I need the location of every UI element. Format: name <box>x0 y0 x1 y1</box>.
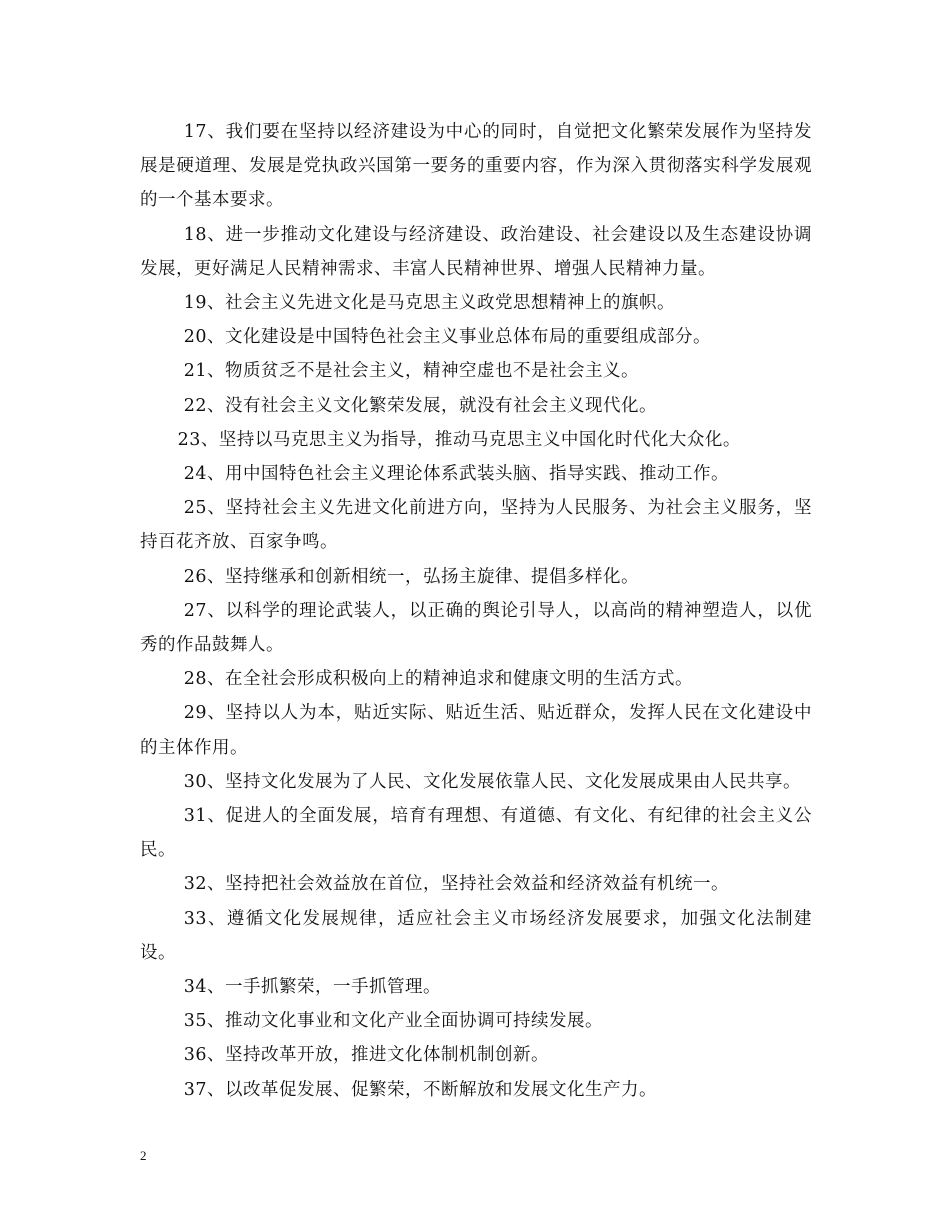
paragraph-27: 27、以科学的理论武装人，以正确的舆论引导人，以高尚的精神塑造人，以优秀的作品鼓舞人。 <box>140 600 812 656</box>
paragraph-32: 32、坚持把社会效益放在首位，坚持社会效益和经济效益有机统一。 <box>183 874 730 895</box>
page-number: 2 <box>140 1148 147 1163</box>
paragraph-35: 35、推动文化事业和文化产业全面协调可持续发展。 <box>183 1011 604 1032</box>
paragraph-22: 22、没有社会主义文化繁荣发展，就没有社会主义现代化。 <box>183 395 658 416</box>
paragraph-26: 26、坚持继承和创新相统一，弘扬主旋律、提倡多样化。 <box>183 566 640 587</box>
paragraph-23: 23、坚持以马克思主义为指导，推动马克思主义中国化时代化大众化。 <box>177 429 741 450</box>
paragraph-25: 25、坚持社会主义先进文化前进方向，坚持为人民服务、为社会主义服务，坚持百花齐放、百家争鸣。 <box>140 498 812 553</box>
paragraph-17: 17、我们要在坚持以经济建设为中心的同时，自觉把文化繁荣发展作为坚持发展是硬道理、发展是党执政兴国第一要务的重要内容，作为深入贯彻落实科学发展观的一个基本要求。 <box>140 122 812 211</box>
paragraph-29: 29、坚持以人为本，贴近实际、贴近生活、贴近群众，发挥人民在文化建设中的主体作用。 <box>140 703 812 758</box>
paragraph-20: 20、文化建设是中国特色社会主义事业总体布局的重要组成部分。 <box>183 327 712 348</box>
paragraph-34: 34、一手抓繁荣，一手抓管理。 <box>183 977 442 998</box>
paragraph-36: 36、坚持改革开放，推进文化体制机制创新。 <box>183 1045 550 1066</box>
paragraph-18: 18、进一步推动文化建设与经济建设、政治建设、社会建设以及生态建设协调发展，更好满足人民精神需求、丰富人民精神世界、增强人民精神力量。 <box>140 224 812 279</box>
paragraph-30: 30、坚持文化发展为了人民、文化发展依靠人民、文化发展成果由人民共享。 <box>183 771 802 792</box>
paragraph-24: 24、用中国特色社会主义理论体系武装头脑、指导实践、推动工作。 <box>183 464 730 485</box>
paragraph-19: 19、社会主义先进文化是马克思主义政党思想精神上的旗帜。 <box>183 293 676 314</box>
paragraph-21: 21、物质贫乏不是社会主义，精神空虚也不是社会主义。 <box>183 361 640 382</box>
paragraph-31: 31、促进人的全面发展，培育有理想、有道德、有文化、有纪律的社会主义公民。 <box>140 806 812 861</box>
paragraph-33: 33、遵循文化发展规律，适应社会主义市场经济发展要求，加强文化法制建设。 <box>140 908 812 963</box>
paragraph-28: 28、在全社会形成积极向上的精神追求和健康文明的生活方式。 <box>183 669 694 690</box>
paragraph-37: 37、以改革促发展、促繁荣，不断解放和发展文化生产力。 <box>183 1079 658 1100</box>
body-text <box>140 115 812 1107</box>
